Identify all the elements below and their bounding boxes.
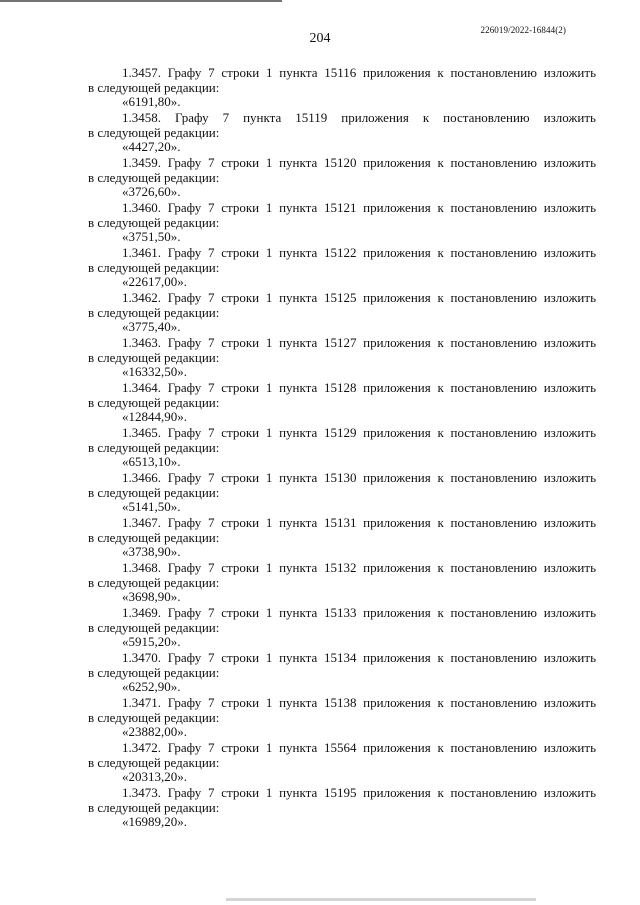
amendment-item: [88, 199, 596, 244]
bottom-scan-artifact: [226, 898, 536, 901]
amendment-item: [88, 469, 596, 514]
amendment-instruction: 1.3465. Графу 7 строки 1 пункта 15129 приложения к постановлению изложить: [122, 425, 596, 440]
amendment-item: [88, 784, 596, 829]
amendment-item: [88, 559, 596, 604]
amendment-item: [88, 154, 596, 199]
amendment-instruction: 1.3471. Графу 7 строки 1 пункта 15138 приложения к постановлению изложить: [122, 695, 596, 710]
amendment-value: «5141,50».: [122, 499, 181, 514]
amendment-value: «3775,40».: [122, 319, 181, 334]
amendment-continuation: в следующей редакции:: [88, 305, 220, 320]
amendment-continuation: в следующей редакции:: [88, 215, 220, 230]
amendments-list: [88, 64, 596, 829]
amendment-value: «6191,80».: [122, 94, 181, 109]
amendment-continuation: в следующей редакции:: [88, 125, 220, 140]
amendment-instruction: 1.3459. Графу 7 строки 1 пункта 15120 приложения к постановлению изложить: [122, 155, 596, 170]
amendment-instruction: 1.3460. Графу 7 строки 1 пункта 15121 приложения к постановлению изложить: [122, 200, 596, 215]
document-number: 226019/2022-16844(2): [480, 25, 566, 35]
amendment-item: [88, 64, 596, 109]
amendment-instruction: 1.3458. Графу 7 пункта 15119 приложения к постановлению изложить: [122, 110, 596, 125]
amendment-continuation: в следующей редакции:: [88, 575, 220, 590]
amendment-instruction: 1.3461. Графу 7 строки 1 пункта 15122 приложения к постановлению изложить: [122, 245, 596, 260]
amendment-value: «3726,60».: [122, 184, 181, 199]
amendment-value: «5915,20».: [122, 634, 181, 649]
amendment-value: «12844,90».: [122, 409, 187, 424]
amendment-item: [88, 649, 596, 694]
amendment-item: [88, 424, 596, 469]
amendment-continuation: в следующей редакции:: [88, 800, 220, 815]
amendment-instruction: 1.3466. Графу 7 строки 1 пункта 15130 приложения к постановлению изложить: [122, 470, 596, 485]
amendment-value: «22617,00».: [122, 274, 187, 289]
amendment-instruction: 1.3467. Графу 7 строки 1 пункта 15131 приложения к постановлению изложить: [122, 515, 596, 530]
amendment-item: [88, 379, 596, 424]
amendment-continuation: в следующей редакции:: [88, 350, 220, 365]
amendment-continuation: в следующей редакции:: [88, 395, 220, 410]
amendment-item: [88, 694, 596, 739]
amendment-continuation: в следующей редакции:: [88, 485, 220, 500]
amendment-instruction: 1.3470. Графу 7 строки 1 пункта 15134 приложения к постановлению изложить: [122, 650, 596, 665]
amendment-item: [88, 289, 596, 334]
amendment-continuation: в следующей редакции:: [88, 665, 220, 680]
amendment-value: «16332,50».: [122, 364, 187, 379]
amendment-instruction: 1.3473. Графу 7 строки 1 пункта 15195 приложения к постановлению изложить: [122, 785, 596, 800]
amendment-continuation: в следующей редакции:: [88, 80, 220, 95]
amendment-value: «16989,20».: [122, 814, 187, 829]
amendment-instruction: 1.3462. Графу 7 строки 1 пункта 15125 приложения к постановлению изложить: [122, 290, 596, 305]
amendment-value: «3751,50».: [122, 229, 181, 244]
amendment-continuation: в следующей редакции:: [88, 440, 220, 455]
amendment-continuation: в следующей редакции:: [88, 755, 220, 770]
page-number: 204: [309, 31, 331, 46]
amendment-instruction: 1.3464. Графу 7 строки 1 пункта 15128 приложения к постановлению изложить: [122, 380, 596, 395]
amendment-instruction: 1.3472. Графу 7 строки 1 пункта 15564 приложения к постановлению изложить: [122, 740, 596, 755]
amendment-instruction: 1.3468. Графу 7 строки 1 пункта 15132 приложения к постановлению изложить: [122, 560, 596, 575]
amendment-value: «23882,00».: [122, 724, 187, 739]
amendment-item: [88, 334, 596, 379]
amendment-value: «20313,20».: [122, 769, 187, 784]
amendment-item: [88, 244, 596, 289]
amendment-instruction: 1.3457. Графу 7 строки 1 пункта 15116 приложения к постановлению изложить: [122, 65, 596, 80]
amendment-item: [88, 109, 596, 154]
amendment-instruction: 1.3463. Графу 7 строки 1 пункта 15127 приложения к постановлению изложить: [122, 335, 596, 350]
amendment-value: «3698,90».: [122, 589, 181, 604]
amendment-instruction: 1.3469. Графу 7 строки 1 пункта 15133 приложения к постановлению изложить: [122, 605, 596, 620]
amendment-value: «6252,90».: [122, 679, 181, 694]
amendment-continuation: в следующей редакции:: [88, 260, 220, 275]
amendment-continuation: в следующей редакции:: [88, 710, 220, 725]
amendment-value: «3738,90».: [122, 544, 181, 559]
amendment-continuation: в следующей редакции:: [88, 530, 220, 545]
amendment-value: «6513,10».: [122, 454, 181, 469]
amendment-item: [88, 739, 596, 784]
amendment-item: [88, 604, 596, 649]
amendment-item: [88, 514, 596, 559]
amendment-continuation: в следующей редакции:: [88, 170, 220, 185]
top-rule-mark: [0, 0, 282, 2]
amendment-continuation: в следующей редакции:: [88, 620, 220, 635]
amendment-value: «4427,20».: [122, 139, 181, 154]
